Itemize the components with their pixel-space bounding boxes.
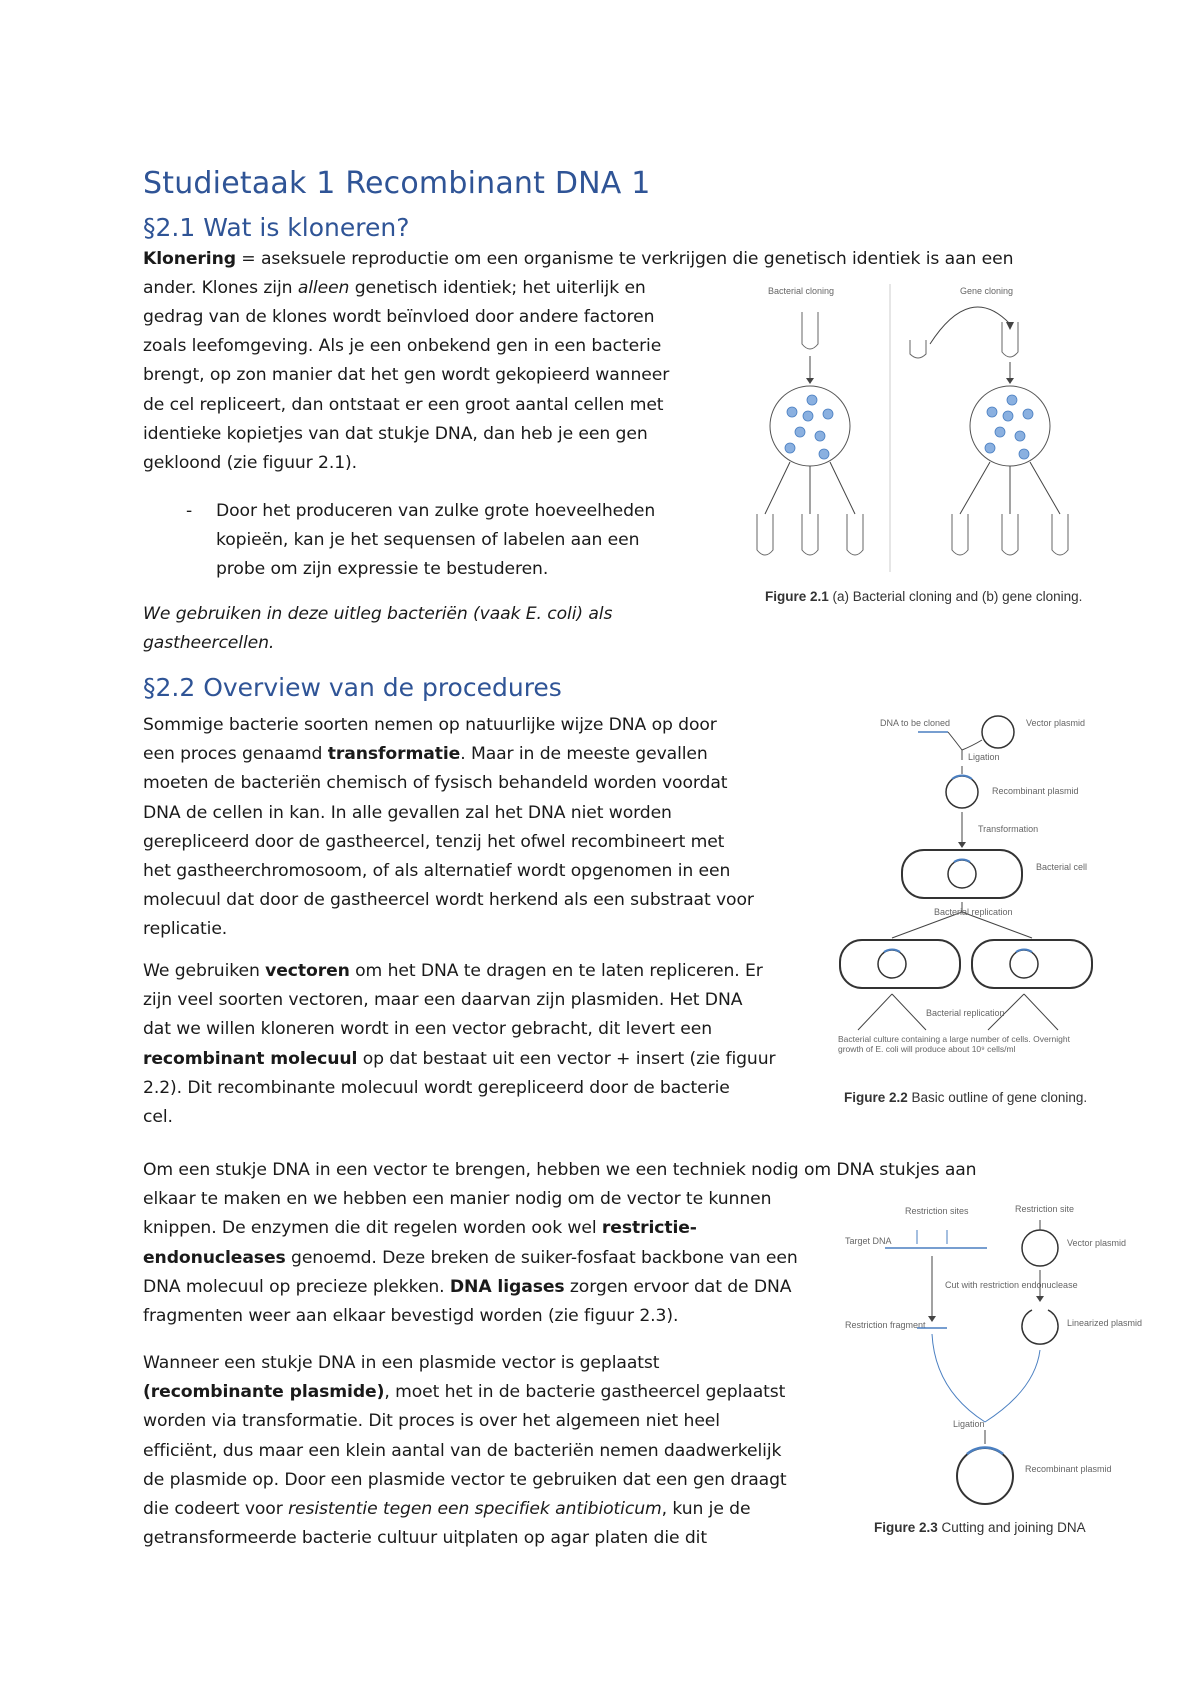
- page-title: Studietaak 1 Recombinant DNA 1: [143, 166, 651, 201]
- caption-text: Basic outline of gene cloning.: [907, 1090, 1088, 1105]
- text-line: gerepliceerd door de gastheercel, tenzij het ofwel recombineert met: [143, 831, 725, 852]
- text-line: gekloond (zie figuur 2.1).: [143, 453, 358, 474]
- text-line: 2.2). Dit recombinante molecuul wordt gerepliceerd door de bacterie: [143, 1077, 730, 1098]
- text-line: Sommige bacterie soorten nemen op natuurlijke wijze DNA op door: [143, 715, 717, 735]
- text-line: DNA de cellen in kan. In alle gevallen zal het DNA niet worden: [143, 802, 672, 823]
- caption-label: Figure 2.3: [874, 1520, 938, 1535]
- term-dna-ligases: DNA ligases: [449, 1276, 565, 1297]
- bullet-marker: -: [186, 501, 193, 521]
- text-span: We gebruiken: [143, 961, 266, 981]
- text-line: dat we willen kloneren wordt in een vector gebracht, dit levert een: [143, 1019, 713, 1040]
- text-line: worden via transformatie. Dit proces is over het algemeen niet heel: [143, 1411, 720, 1432]
- italic-note: [143, 600, 612, 658]
- text-line: [143, 1495, 787, 1524]
- text-span: = aseksuele reproductie om een organisme te verkrijgen die genetisch identiek is aan een: [235, 249, 1014, 269]
- text-line: brengt, op zon manier dat het gen wordt gekopieerd wanneer: [143, 365, 670, 386]
- text-span: een proces genaamd: [143, 744, 328, 765]
- fig3-label-cut: Cut with restriction endonuclease: [945, 1280, 1078, 1290]
- text-line: zijn veel soorten vectoren, maar een daarvan zijn plasmiden. Het DNA: [143, 990, 743, 1011]
- text-line: elkaar te maken en we hebben een manier nodig om de vector te kunnen: [143, 1189, 772, 1210]
- text-line: gedrag van de klones wordt beïnvloed door andere factoren: [143, 307, 655, 327]
- section-heading-2-2: §2.2 Overview van de procedures: [143, 673, 562, 702]
- text-span: genetisch identiek; het uiterlijk en: [349, 278, 646, 298]
- text-line: getransformeerde bacterie cultuur uitplaten op agar platen die dit: [143, 1528, 707, 1549]
- text-span: zorgen ervoor dat de DNA: [564, 1276, 792, 1297]
- figure-2-3-caption: [874, 1520, 1086, 1535]
- term-endonucleases: endonucleases: [143, 1247, 286, 1268]
- italic-resistentie: resistentie tegen een specifiek antibioticum: [288, 1499, 662, 1520]
- text-line: [143, 1378, 787, 1407]
- text-line: [143, 1045, 776, 1074]
- paragraph-klonering-rest: [143, 303, 669, 478]
- term-transformatie: transformatie: [327, 744, 461, 765]
- text-line: cel.: [143, 1107, 173, 1128]
- fig3-label-rsite: Restriction site: [1015, 1204, 1075, 1214]
- fig2-label-vector: Vector plasmid: [1026, 718, 1086, 728]
- term-recombinant-molecuul: recombinant molecuul: [143, 1048, 358, 1069]
- text-line: probe om zijn expressie te bestuderen.: [216, 559, 549, 580]
- text-line: kopieën, kan je het sequensen of labelen aan een: [216, 530, 640, 551]
- text-span: knippen. De enzymen die dit regelen worden ook wel: [143, 1218, 602, 1239]
- fig2-label-culture: Bacterial culture containing a large number of cells. Overnight growth of E. coli will produce about 10⁹ cells/ml: [838, 1034, 1070, 1054]
- paragraph-plasmide: [143, 1349, 787, 1553]
- text-line: Wanneer een stukje DNA in een plasmide vector is geplaatst: [143, 1353, 660, 1373]
- text-span: , moet het in de bacterie gastheercel geplaatst: [384, 1382, 786, 1403]
- text-line: [143, 957, 776, 986]
- text-line: de plasmide op. Door een plasmide vector te gebruiken dat een gen draagt: [143, 1469, 787, 1490]
- fig2-label-dna: DNA to be cloned: [880, 718, 951, 728]
- italic-alleen: alleen: [297, 278, 350, 298]
- text-span: die codeert voor: [143, 1499, 289, 1520]
- figure-2-1: [720, 282, 1090, 582]
- paragraph-vectoren: [143, 957, 776, 1132]
- figure-label-gene-cloning: Gene cloning: [960, 286, 1014, 296]
- text-line: zoals leefomgeving. Als je een onbekend gen in een bacterie: [143, 336, 662, 357]
- text-line: fragmenten weer aan elkaar bevestigd worden (zie figuur 2.3).: [143, 1306, 679, 1327]
- text-span: op dat bestaat uit een vector + insert (zie figuur: [357, 1048, 776, 1069]
- text-line: Om een stukje DNA in een vector te brengen, hebben we een techniek nodig om DNA stukjes aan: [143, 1160, 977, 1180]
- text-line: gastheercellen.: [143, 633, 275, 654]
- fig3-label-rfrag: Restriction fragment: [845, 1320, 926, 1330]
- fig3-label-vplasmid: Vector plasmid: [1067, 1238, 1127, 1248]
- fig2-label-recomb: Recombinant plasmid: [992, 786, 1079, 796]
- caption-text: (a) Bacterial cloning and (b) gene cloning.: [828, 589, 1083, 604]
- fig2-label-transform: Transformation: [978, 824, 1039, 834]
- fig3-label-linear: Linearized plasmid: [1067, 1318, 1143, 1328]
- figure-label-bacterial-cloning: Bacterial cloning: [768, 286, 835, 296]
- figure-2-1-caption: [765, 589, 1082, 604]
- text-span: genoemd. Deze breken de suiker-fosfaat backbone van een: [285, 1247, 798, 1268]
- caption-label: Figure 2.1: [765, 589, 829, 604]
- text-span: ander. Klones zijn: [143, 278, 298, 298]
- paragraph-transformatie: [143, 711, 754, 945]
- term-vectoren: vectoren: [265, 961, 350, 981]
- text-line: het gastheerchromosoom, of als alternatief wordt opgenomen in een: [143, 861, 731, 882]
- text-span: , kun je de: [661, 1499, 751, 1520]
- text-line: Door het produceren van zulke grote hoeveelheden: [216, 501, 656, 521]
- text-line: identieke kopietjes van dat stukje DNA, dan heb je een gen: [143, 423, 648, 444]
- fig3-label-recomb: Recombinant plasmid: [1025, 1464, 1112, 1474]
- text-line: de cel repliceert, dan ontstaat er een groot aantal cellen met: [143, 394, 664, 415]
- section-heading-2-1: §2.1 Wat is kloneren?: [143, 213, 410, 242]
- text-line: efficiënt, dus maar een klein aantal van de bacteriën nemen daadwerkelijk: [143, 1440, 782, 1461]
- caption-label: Figure 2.2: [844, 1090, 908, 1105]
- fig3-label-ligation: Ligation: [953, 1419, 985, 1429]
- term-klonering: Klonering: [143, 249, 236, 269]
- fig2-label-rep1: Bacterial replication: [934, 907, 1013, 917]
- text-line: moeten de bacteriën chemisch of fysisch behandeld worden voordat: [143, 773, 728, 794]
- term-restrictie: restrictie-: [601, 1218, 697, 1239]
- bullet-item: [216, 497, 655, 585]
- text-line: We gebruiken in deze uitleg bacteriën (vaak E. coli) als: [143, 604, 613, 624]
- fig3-label-rsites: Restriction sites: [905, 1206, 969, 1216]
- text-span: om het DNA te dragen en te laten repliceren. Er: [349, 961, 763, 981]
- figure-2-2-caption: [844, 1090, 1087, 1105]
- text-line: molecuul dat door de gastheercel wordt herkend als een substraat voor: [143, 890, 754, 911]
- text-span: DNA molecuul op precieze plekken.: [143, 1276, 450, 1297]
- text-line: [143, 740, 754, 769]
- text-span: . Maar in de meeste gevallen: [460, 744, 708, 765]
- fig2-label-rep2: Bacterial replication: [926, 1008, 1005, 1018]
- term-recombinante-plasmide: (recombinante plasmide): [143, 1382, 385, 1403]
- fig3-label-target: Target DNA: [845, 1236, 892, 1246]
- caption-text: Cutting and joining DNA: [937, 1520, 1086, 1535]
- figure-2-2: [838, 712, 1138, 1082]
- fig2-label-ligation: Ligation: [968, 752, 1000, 762]
- paragraph-klonering-line2: [143, 274, 646, 303]
- fig2-culture-wrap: [838, 1034, 1138, 1064]
- text-line: replicatie.: [143, 919, 228, 940]
- figure-2-3: [845, 1200, 1143, 1520]
- fig2-label-cell: Bacterial cell: [1036, 862, 1088, 872]
- paragraph-klonering-line1: [143, 245, 1013, 274]
